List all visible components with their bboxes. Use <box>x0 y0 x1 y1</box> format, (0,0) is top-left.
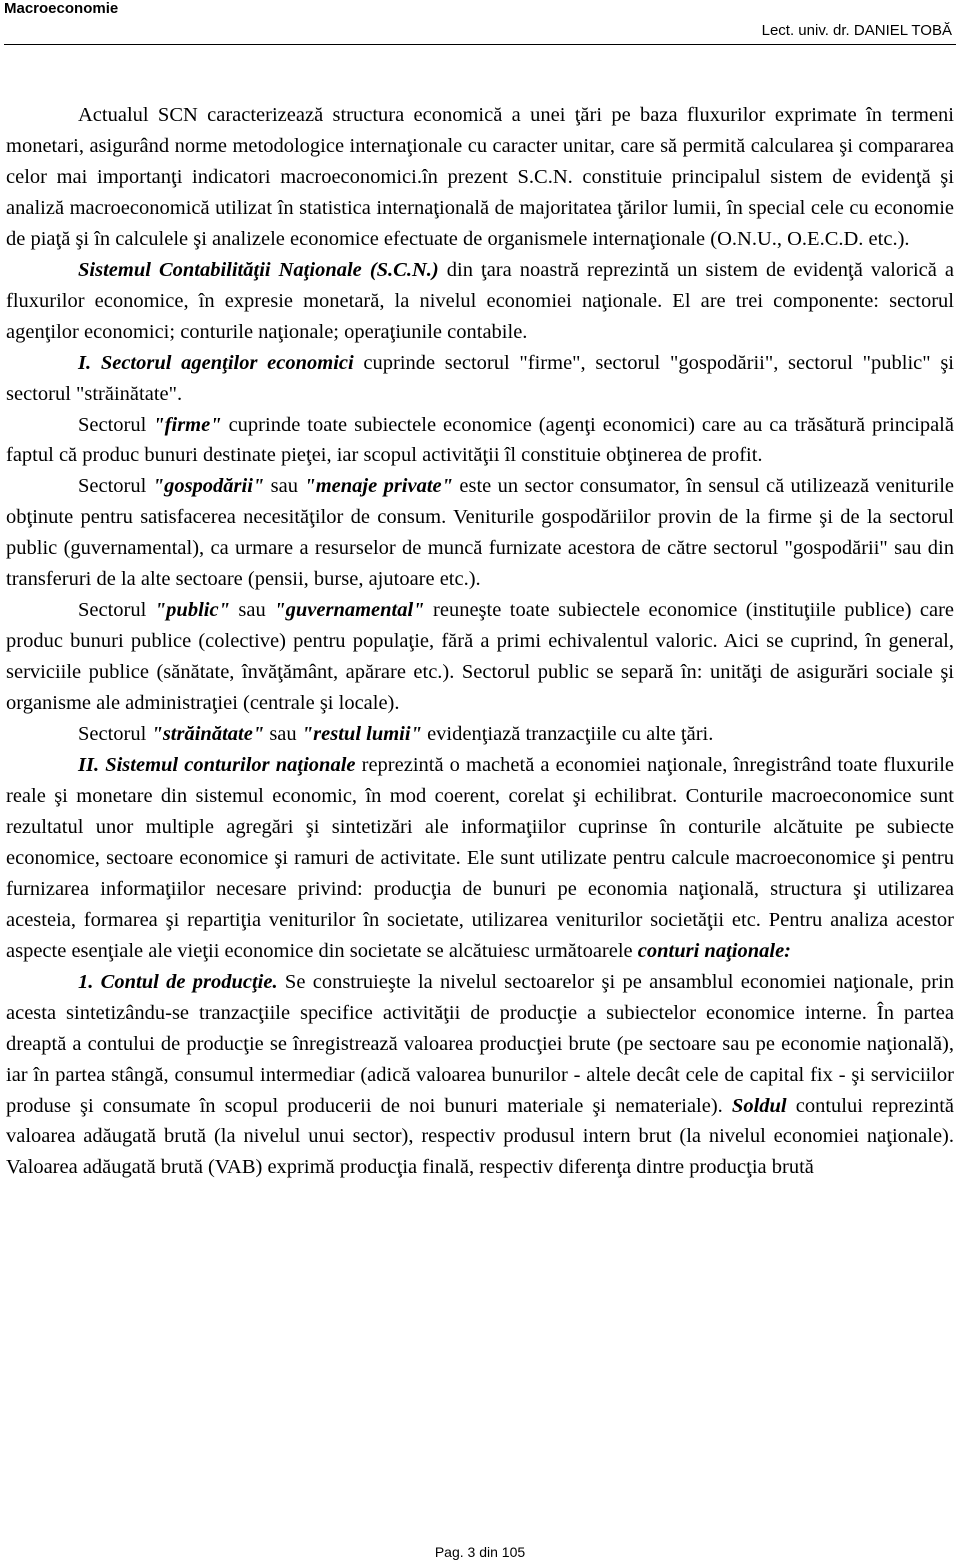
paragraph-lead: Sectorul <box>78 723 152 746</box>
paragraph-economic-agents <box>6 348 954 410</box>
section-number: II. <box>78 754 100 777</box>
author-name: Lect. univ. dr. DANIEL TOBĂ <box>761 22 952 39</box>
term-foreign: "străinătate" <box>151 723 265 746</box>
paragraph-scn-intro: Actualul SCN caracterizează structura economică a unei ţări pe baza fluxurilor exprimate în termeni monetari, asigurând norme metodologice internaţionale cu caracter unitar, care să permită calcularea şi compararea celor mai importanţi indicatori macroeconomici.în prezent S.C.N. constituie principalul sistem de evidenţă şi analiză macroeconomică utilizat în statistica internaţională de majoritatea ţărilor lumii, în special cele cu economie de piaţă şi în calculele şi analizele economice efectuate de organismele internaţionale (O.N.U., O.E.C.D. etc.). <box>6 104 954 250</box>
term-national-accounts: conturi naţionale: <box>637 939 791 962</box>
paragraph-text: Se construieşte la nivelul sectoarelor şi pe ansamblul economiei naţionale, prin acesta sintetizându-se tranzacţiile specifice activităţii de producţie a subiectelor economice interne. În partea dreaptă a contului de producţie se înregistrează valoarea producţiei brute (pe sectoare sau pe economie naţională), iar în partea stângă, consumul intermediar (adică valoarea bunurilor - altele decât cele de capital fix - şi serviciilor produse şi consumate în scopul producerii de noi bunuri materiale şi nemateriale). <box>6 970 954 1117</box>
paragraph-connector: sau <box>264 475 305 498</box>
term-scn: Sistemul Contabilităţii Naţionale (S.C.N.) <box>78 258 439 281</box>
paragraph-scn-definition <box>6 255 954 348</box>
section-heading: Sectorul agenţilor economici <box>100 351 354 374</box>
paragraph-connector: sau <box>229 599 275 622</box>
paragraph-text: reuneşte toate subiectele economice (instituţiile publice) care produc bunuri publice (colective) pentru populaţie, fără a primi echivalentul valoric. Aici se cuprind, în general, serviciile publice (sănătate, învăţământ, apărare etc.). Sectorul public se separă în: unităţi de asigurări sociale şi organisme ale administraţiei (centrale şi locale). <box>6 599 955 715</box>
paragraph-lead: Sectorul <box>78 599 155 622</box>
paragraph-national-accounts <box>6 750 954 967</box>
paragraph-text: cuprinde toate subiectele economice (agenţi economici) care au ca trăsătură principală faptul că produc bunuri destinate pieţei, iar scopul activităţii îl constituie obţinerea de profit. <box>6 413 954 467</box>
header-divider <box>4 44 956 45</box>
paragraph-lead: Sectorul <box>78 475 153 498</box>
subsection-heading: 1. Contul de producţie. <box>78 970 278 993</box>
paragraph-text: reprezintă o machetă a economiei naţionale, înregistrând toate fluxurile reale şi monetare din sistemul economic, în mod coerent, corelat şi echilibrat. Conturile macroeconomice sunt rezultatul unor multiple agregări şi sintetizări ale informaţiilor cuprinse în conturile alcătuite pe subiecte economice, sectoare economice şi ramuri de activitate. Ele sunt utilizate pentru calcule macroeconomice şi pentru furnizarea informaţiilor necesare privind: producţia de bunuri pe economia naţională, structura şi utilizarea acesteia, formarea şi repartiţia veniturilor în societate, utilizarea veniturilor societăţii etc. Pentru analiza acestor aspecte esenţiale ale vieţii economice din societate se alcătuiesc următoarele <box>6 754 955 962</box>
paragraph-text: cuprinde sectorul "firme", sectorul "gospodării", sectorul "public" şi sectorul "străinătate". <box>6 351 954 405</box>
paragraph-public <box>6 595 954 719</box>
term-rest-of-world: "restul lumii" <box>301 723 422 746</box>
paragraph-lead: Sectorul <box>78 413 154 436</box>
paragraph-text: evidenţiază tranzacţiile cu alte ţări. <box>421 723 714 746</box>
term-private-households: "menaje private" <box>304 475 454 498</box>
paragraph-text: din ţara noastră reprezintă un sistem de evidenţă valorică a fluxurilor economice, în expresie monetară, la nivelul economiei naţionale. El are trei componente: sectorul agenţilor economici; conturile naţionale; operaţiunile contabile. <box>6 258 954 343</box>
term-households: "gospodării" <box>152 475 265 498</box>
term-governmental: "guvernamental" <box>274 599 425 622</box>
paragraph-foreign <box>6 719 954 750</box>
section-number: I. <box>78 351 92 374</box>
page-number: Pag. 3 din 105 <box>434 1544 526 1560</box>
document-title: Macroeconomie <box>4 0 119 17</box>
paragraph-text: contului reprezintă valoarea adăugată brută (la nivelul unui sector), respectiv produsul intern brut (la nivelul economiei naţionale). Valoarea adăugată brută (VAB) exprimă producţia finală, respectiv diferenţa dintre producţia brută <box>6 1094 954 1179</box>
paragraph-text: este un sector consumator, în sensul că utilizează veniturile obţinute pentru satisfacerea necesităţilor de consum. Veniturile gospodăriilor provin de la firme şi de la sectorul public (guvernamental), ca urmare a resurselor de muncă furnizate acestora de către sectorul "gospodării" sau din transferuri de la alte sectoare (pensii, burse, ajutoare etc.). <box>6 475 954 591</box>
term-firms: "firme" <box>153 413 222 436</box>
page-content <box>6 100 954 1183</box>
paragraph-firms <box>6 410 954 472</box>
paragraph-connector: sau <box>264 723 302 746</box>
term-public: "public" <box>154 599 230 622</box>
paragraph-production-account <box>6 967 954 1184</box>
paragraph-households <box>6 471 954 595</box>
term-balance: Soldul <box>731 1094 787 1117</box>
section-heading: Sistemul conturilor naţionale <box>105 754 356 777</box>
